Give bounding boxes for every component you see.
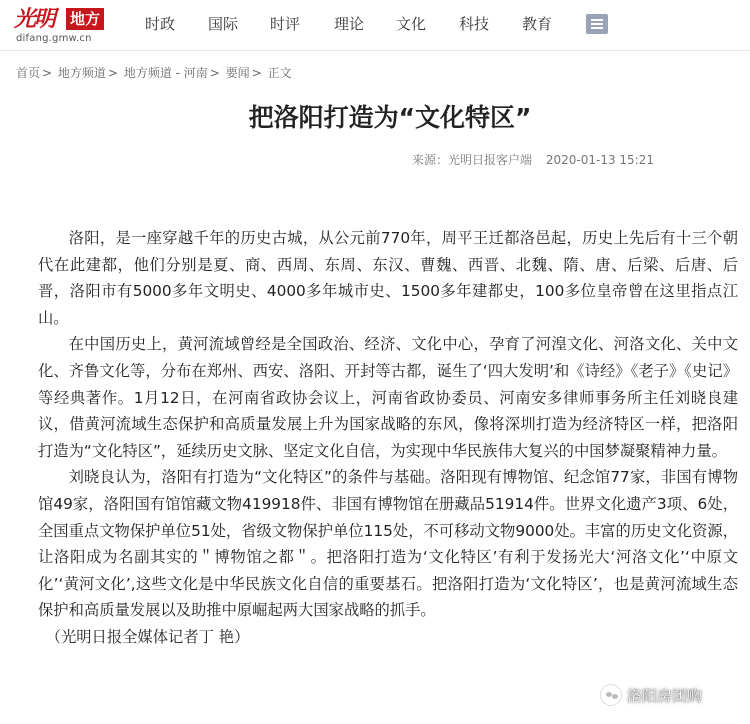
article-signature: （光明日报全媒体记者丁 艳） — [45, 627, 250, 646]
account-watermark — [600, 682, 702, 708]
wechat-icon — [600, 684, 622, 706]
menu-icon[interactable] — [586, 14, 608, 34]
breadcrumb-local-channel[interactable]: 地方频道 — [57, 66, 106, 80]
article-datetime: 2020-01-13 15:21 — [545, 153, 654, 167]
nav-item-international[interactable]: 国际 — [208, 15, 239, 33]
nav-item-theory[interactable]: 理论 — [334, 15, 365, 33]
breadcrumb-separator: > — [251, 66, 262, 80]
article-source: 来源：光明日报客户端 — [412, 153, 533, 167]
article-meta — [412, 151, 654, 168]
article-paragraph: 在中国历史上，黄河流域曾经是全国政治、经济、文化中心，孕育了河湟文化、河洛文化、关中文化、齐鲁文化等，分布在郑州、西安、洛阳、开封等古都，诞生了‘四大发明’和《诗经》《老子》《史记》等经典著作。1月12日，在河南省政协会议上，河南省政协委员、河南安多律师事务所主任刘晓良建议，借黄河流域生态保护和高质量发展上升为国家战略的东风，像将深圳打造为经济特区一样，把洛阳打造为“文化特区”，延续历史文脉、坚定文化自信，为实现中华民族伟大复兴的中国梦凝聚精神力量。 — [38, 335, 738, 460]
site-header — [0, 0, 750, 50]
nav-item-commentary[interactable]: 时评 — [270, 15, 301, 33]
article-body — [38, 225, 738, 651]
breadcrumb-separator: > — [42, 66, 53, 80]
watermark-text: 洛阳房团购 — [627, 686, 703, 705]
breadcrumb — [16, 64, 292, 81]
breadcrumb-headlines[interactable]: 要闻 — [225, 66, 250, 80]
logo-channel-badge: 地方 — [66, 8, 104, 30]
article-paragraph: 刘晓良认为，洛阳有打造为“文化特区”的条件与基础。洛阳现有博物馆、纪念馆77家，非国有博物馆49家，洛阳国有馆馆藏文物419918件、非国有博物馆在册藏品51914件。世界文化遗产3项、6处，全国重点文物保护单位51处，省级文物保护单位115处，不可移动文物9000处。丰富的历史文化资源，让洛阳成为名副其实的＂博物馆之都＂。把洛阳打造为‘文化特区’有利于发扬光大‘河洛文化’‘中原文化’‘黄河文化’,这些文化是中华民族文化自信的重要基石。把洛阳打造为‘文化特区’，也是黄河流域生态保护和高质量发展以及助推中原崛起两大国家战略的抓手。 — [38, 468, 738, 620]
nav-item-education[interactable]: 教育 — [522, 15, 553, 33]
site-logo[interactable] — [14, 6, 114, 46]
article-title: 把洛阳打造为“文化特区” — [248, 103, 532, 132]
nav-item-culture[interactable]: 文化 — [396, 15, 427, 33]
logo-url: difang.gmw.cn — [16, 33, 92, 44]
breadcrumb-current: 正文 — [267, 66, 292, 80]
logo-wordmark: 光明 — [14, 6, 55, 32]
article-paragraph: 洛阳，是一座穿越千年的历史古城，从公元前770年，周平王迁都洛邑起，历史上先后有十三个朝代在此建都，他们分别是夏、商、西周、东周、东汉、曹魏、西晋、北魏、隋、唐、后梁、后唐、后晋，洛阳市有5000多年文明史、4000多年城市史、1500多年建都史，100多位皇帝曾在这里指点江山。 — [38, 229, 738, 327]
nav-item-politics[interactable]: 时政 — [145, 15, 176, 33]
breadcrumb-separator: > — [209, 66, 220, 80]
breadcrumb-home[interactable]: 首页 — [16, 66, 41, 80]
breadcrumb-separator: > — [107, 66, 118, 80]
header-divider — [0, 50, 750, 51]
nav-item-technology[interactable]: 科技 — [459, 15, 490, 33]
breadcrumb-henan[interactable]: 地方频道 - 河南 — [123, 66, 208, 80]
